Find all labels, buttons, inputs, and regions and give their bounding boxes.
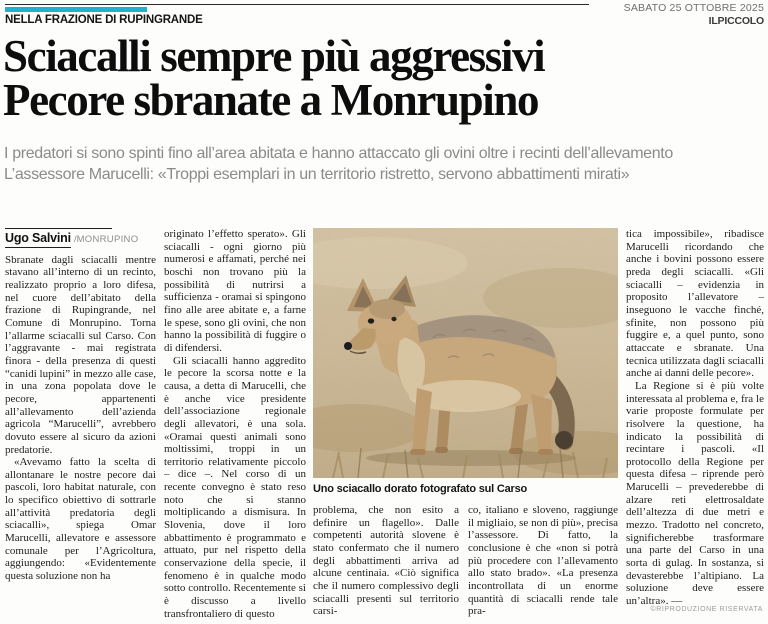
photo-caption: Uno sciacallo dorato fotografato sul Carso (313, 483, 528, 495)
body-paragraph: Gli sciacalli hanno aggredito le pecore la scorsa notte e la causa, a detta di Marucelli, che è anche vice presidente dell’associazione regionale degli allevatori, è una sola. «Oramai questi animali sono moltissimi, troppi in un territorio relativamente piccolo – dice –. Nel corso di un recente convegno è stato reso noto che si stanno moltiplicando a dismisura. In Slovenia, dove il loro abbattimento è programmato e attuato, pur nel rispetto della conservazione della specie, il fenomeno è in qualche modo sotto controllo. Recentemente si è discusso a livello transfrontaliero di questo (164, 354, 306, 620)
jackal-photo (313, 228, 618, 478)
headline-line-1: Sciacalli sempre più aggressivi (3, 31, 545, 81)
kicker: NELLA FRAZIONE DI RUPINGRANDE (5, 14, 203, 26)
byline-location: MONRUPINO (76, 234, 139, 245)
byline-separator: / (73, 234, 77, 245)
byline-rule (5, 228, 112, 229)
article-column-3 (313, 504, 459, 624)
byline-author: Ugo Salvini (5, 232, 71, 248)
body-paragraph: co, italiano e sloveno, raggiunge il migliaio, se non di più», precisa l’assessore. Di fatto, la conclusione è che «non si potrà più procedere con l’allevamento allo stato brado». «La presenza incontrollata di un enorme quantità di sciacalli rende tale pra- (468, 504, 618, 618)
byline (5, 228, 156, 248)
copyright-notice: ©RIPRODUZIONE RISERVATA (650, 606, 763, 613)
edition-date: SABATO 25 OTTOBRE 2025 (623, 2, 764, 14)
deck-line-2: L’assessore Marucelli: «Troppi esemplari in un territorio ristretto, servono abbattimenti mirati» (4, 165, 630, 183)
body-paragraph: tica impossibile», ribadisce Marucelli ricordando che anche i bovini possono essere preda degli sciacalli. «Gli sciacalli – evidenzia in proposito l’allevatore – inseguono le vacche finché, sfinite, non possono più fuggire e, a quel punto, sono attaccate e sbranate. Una tecnica utilizzata dagli sciacalli anche ai danni delle pecore». (626, 228, 764, 380)
article-column-5 (626, 228, 764, 606)
body-paragraph: La Regione si è più volte interessata al problema e, fra le varie proposte formulate per risolvere la questione, ha indicato la possibilità di recintare i pascoli. «Il protocollo della Regione per questa difesa – riprende però Marucelli – prevederebbe di alzare reti elettrosaldate dell’altezza di due metri e mezzo. Tradotto nel concreto, significherebbe trasformare una parte del Carso in una sorta di gulag. In sostanza, si devasterebbe l’altipiano. La soluzione deve essere un’altra». — (626, 379, 764, 606)
body-paragraph: Sbranate dagli sciacalli mentre stavano all’interno di un recinto, realizzato proprio a loro difesa, nel cuore dell’abitato della frazione di Rupingrande, nel Comune di Monrupino. Torna l’allarme sciacalli sul Carso. Con l’aggravante - mai registrata finora - della presenza di questi “canidi lupini” in mezzo alle case, in una zona popolata dove le pecore, appartenenti all’allevamento dell’azienda agricola “Marucelli”, avrebbero dovuto essere al sicuro da azioni predatorie. (5, 253, 156, 456)
article-column-1 (5, 228, 156, 624)
article-column-4 (468, 504, 618, 624)
teal-accent-bar (5, 7, 147, 12)
golden-jackal-illustration (313, 228, 618, 478)
masthead: ILPICCOLO (708, 15, 764, 27)
headline-line-2: Pecore sbranate a Monrupino (3, 75, 539, 125)
deck (4, 144, 766, 185)
body-paragraph: problema, che non esito a definire un flagello». Dalle competenti autorità slovene è stato confermato che il numero degli abbattimenti arriva ad alcune centinaia. «Ciò significa che il numero complessivo degli sciacalli presenti sul territorio carsi- (313, 504, 459, 618)
body-paragraph: originato l’effetto sperato». Gli sciacalli - ogni giorno più numerosi e affamati, perché nei boschi non trovano più la possibilità di nutrirsi a sufficienza - oramai si spingono fino alle aree abitate e, a farne le spese, sono gli ovini, che non hanno la possibilità di fuggire o di difendersi. (164, 228, 306, 354)
headline (3, 31, 763, 125)
body-paragraph: «Avevamo fatto la scelta di allontanare le nostre pecore dai pascoli, loro habitat naturale, con lo specifico obiettivo di sottrarle all’attività predatoria degli sciacalli», spiega Omar Marucelli, allevatore e assessore comunale per l’Agricoltura, aggiungendo: «Evidentemente questa soluzione non ha (5, 456, 156, 583)
top-rule (5, 4, 589, 5)
article-column-2 (164, 228, 306, 624)
date-block (624, 2, 764, 27)
deck-line-1: I predatori si sono spinti fino all’area abitata e hanno attaccato gli ovini oltre i recinti dell’allevamento (4, 145, 673, 162)
